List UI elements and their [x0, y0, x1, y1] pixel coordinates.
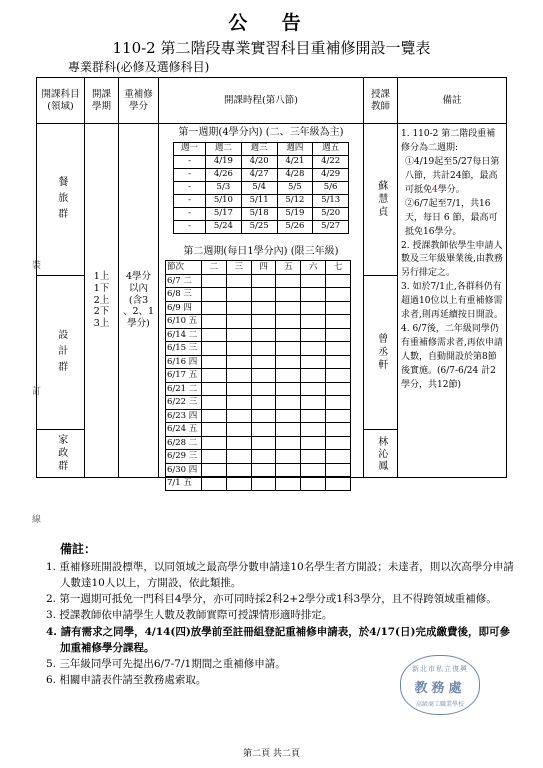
week2-grid: 節次 二 三 四 五 六 七 6/7 二 6/8 三 6/9 四 6/10 五 6/14 二 6/15 三 6/16 四 6/17 五 6/21 二 6/22 三 6/23 四 6/24 五 6/28 二 6/29 三 6/30 四 7/1 五	[165, 260, 351, 491]
header-schedule: 開課時程(第八節)	[159, 78, 364, 124]
binding-mark-2: 訂	[32, 387, 42, 397]
binding-mark-3: 線	[32, 515, 42, 525]
category-line: 專業群科(必修及選修科目)	[68, 60, 210, 74]
field-label: 餐旅群	[55, 175, 67, 224]
row-field-cell	[37, 430, 85, 478]
office-stamp: 新北市私立復興 教務處 高級商工職業學校	[400, 655, 480, 715]
binding-mark-1: 裝	[32, 261, 42, 271]
header-note: 備註	[398, 78, 507, 124]
note-item: 5. 三年級同學可先提出6/7-7/1期間之重補修申請。	[46, 658, 286, 671]
week1-grid: 週一 週二 週三 週四 週五 - 4/19 4/20 4/21 4/22 - 4/26 4/27 4/28 4/29 - 5/3 5/4 5/5 5/6 - 5/10 5/11 5/12 5/13 - 5/17 5/18 5/19 5/20 - 5/24 5/25 5/26 5/27	[173, 142, 349, 234]
week2-title: 第二週期(每日1學分內) (限三年級)	[183, 245, 339, 257]
teacher-name: 林沁鳳	[375, 435, 387, 472]
row-field-cell	[37, 124, 85, 276]
header-field: 開課科目(領域)	[37, 78, 85, 124]
note-item: 1. 重補修班開設標準，以同領域之最高學分數申請達10名學生者方開設；未達者，則以次高學分申請人數達10人以上，方開設，依此類推。	[46, 560, 514, 589]
schedule-table	[36, 77, 507, 488]
credit-cell: 4學分 以內 (含3 、2、1 學分)	[119, 124, 159, 478]
schedule-cell	[159, 124, 364, 488]
header-term: 開課學期	[85, 78, 119, 124]
note-item: 3. 授課教師依申請學生人數及教師實際可授課情形適時排定。	[46, 609, 333, 622]
teacher-cell	[364, 430, 398, 478]
page-subtitle: 110-2 第二階段專業實習科目重補修開設一覽表	[112, 39, 431, 57]
notes-heading: 備註：	[60, 542, 97, 556]
note-item: 6. 相關申請表件請至教務處索取。	[46, 674, 207, 687]
page-footer: 第二頁 共二頁	[243, 749, 300, 759]
teacher-name: 曾丞軒	[375, 333, 387, 372]
page-title: 公 告	[228, 12, 315, 34]
note-item-important: 4. 請有需求之同學，4/14(四)放學前至註冊組登記重補修申請表，於4/17(日)完成繳費後，即可參加重補修學分課程。	[46, 625, 510, 654]
note-item: 2. 第一週期可抵免一門科目4學分，亦可同時採2科2+2學分或1科3學分，且不得跨領域重補修。	[46, 593, 497, 606]
row-field-cell	[37, 276, 85, 430]
teacher-cell	[364, 124, 398, 276]
teacher-cell	[364, 276, 398, 430]
field-label: 設計群	[55, 328, 67, 377]
term-cell: 1上 1下 2上 2下 3上	[85, 124, 119, 478]
remarks-cell: 1. 110-2 第二階段重補修分為二週期: ①4/19起至5/27每日第八節，共計24節，最高可抵免4學分。 ②6/7起至7/1，共16天，每日 6 節，最高可抵免16學分。 2. 授課教師依學生申請人數及三年級畢業後,由教務另行排定之。 3. 如於7/1止,各群科仍有超過10位以上有重補修需求者,則再延續按日開設。 4. 6/7後，二年級同學仍有重補修需求者,再依申請人數，自動開設於第8節後實施。(6/7-6/24 計2學分，共12節)	[398, 124, 507, 478]
week1-title: 第一週期(4學分內) (二、三年級為主)	[178, 127, 344, 138]
field-label: 家政群	[55, 434, 67, 473]
header-credit: 重補修學分	[119, 78, 159, 124]
teacher-name: 蘇慧貞	[375, 180, 387, 219]
header-teacher: 授課教師	[364, 78, 398, 124]
